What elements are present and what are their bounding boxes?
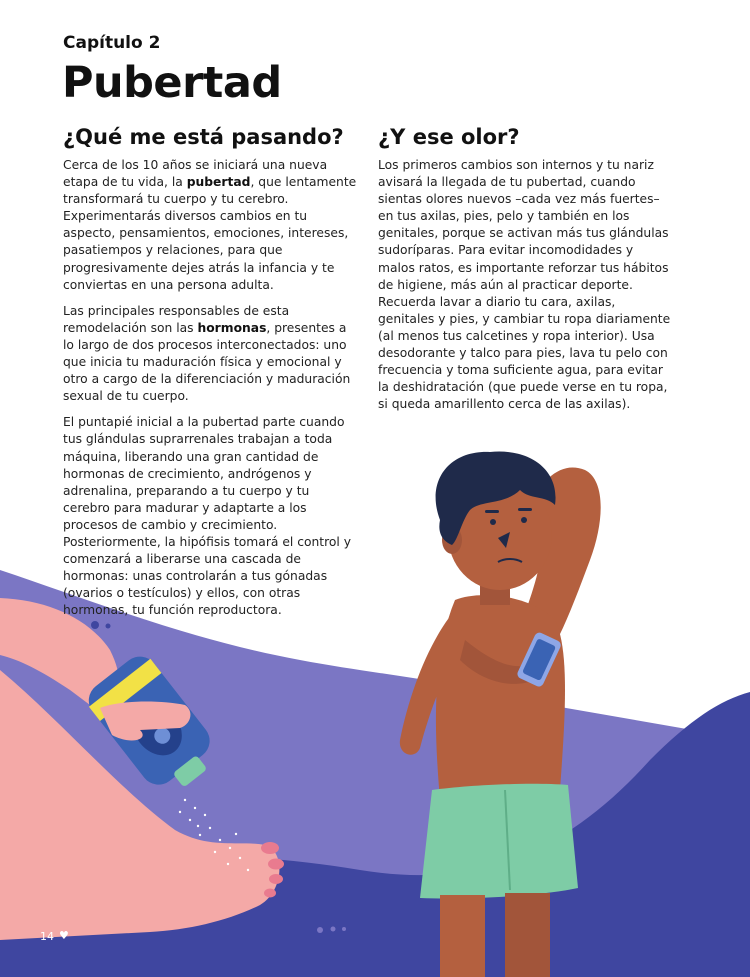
toe-3 [269,874,283,884]
page-title: Pubertad [62,58,282,108]
boy-eyebrow-left [485,510,499,513]
boy-leg-right [505,893,550,977]
dot-5 [342,927,346,931]
toe-2 [268,859,284,870]
toe-4 [264,889,276,898]
boy-eye-right [521,517,527,523]
boy-towel [420,784,578,899]
bold-term-pubertad: pubertad [186,175,251,190]
heart-icon: ♥ [59,929,69,942]
chapter-label: Capítulo 2 [63,33,161,53]
right-heading: ¿Y ese olor? [378,125,520,149]
left-column [63,124,358,628]
bold-term-hormonas: hormonas [197,320,267,335]
dot-3 [317,927,323,933]
left-paragraph-3: El puntapié inicial a la pubertad parte cuando tus glándulas suprarrenales trabajan a toda máquina, liberando una gran cantidad de hormonas de crecimiento, andrógenos y adrenalina, preparando a tu cuerpo y tu cerebro para madurar y adaptarte a los procesos de cambio y crecimiento. Posteriormente, la hipófisis tomará el control y comenzará a liberarse una cascada de hormonas: unas controlarán a tus gónadas (ovarios o testículos) y ellos, con otras hormonas, tu función reproductora. [63,415,352,618]
page-number: 14 [40,930,54,943]
boy-leg-left [440,895,485,977]
right-column [378,124,673,422]
left-paragraph-1: Cerca de los 10 años se iniciará una nueva etapa de tu vida, la pubertad, que lentamente transformará tu cuerpo y tu cerebro. Experimentarás diversos cambios en tu aspecto, pensamientos, emociones, intereses, pasatiempos y relaciones, para que progresivamente dejes atrás la infancia y te conviertas en una persona adulta. [63,158,357,292]
toe-1 [261,842,279,854]
boy-eye-left [490,519,496,525]
right-paragraph-1: Los primeros cambios son internos y tu nariz avisará la llegada de tu pubertad, cuando sientas olores nuevos –cada vez más fuertes– en tus axilas, pies, pelo y también en los genitales, porque se activan más tus glándulas sudoríparas. Para evitar incomodidades y malos ratos, es importante reforzar tus hábitos de higiene, más aún al practicar deporte. Recuerda lavar a diario tu cara, axilas, genitales y pies, y cambiar tu ropa diariamente (al menos tus calcetines y ropa interior). Usa desodorante y talco para pies, lava tu pelo con frecuencia y toma suficiente agua, para evitar la deshidratación (que puede verse en tu ropa, si queda amarillento cerca de las axilas). [378,158,671,412]
dot-4 [331,927,336,932]
left-heading: ¿Qué me está pasando? [63,125,344,149]
boy-eyebrow-right [518,508,532,511]
left-paragraph-2: Las principales responsables de esta remodelación son las hormonas, presentes a lo largo de dos procesos interconectados: uno que inicia tu maduración física y emocional y otro a cargo de la diferenciación y maduración sexual de tu cuerpo. [63,303,351,404]
